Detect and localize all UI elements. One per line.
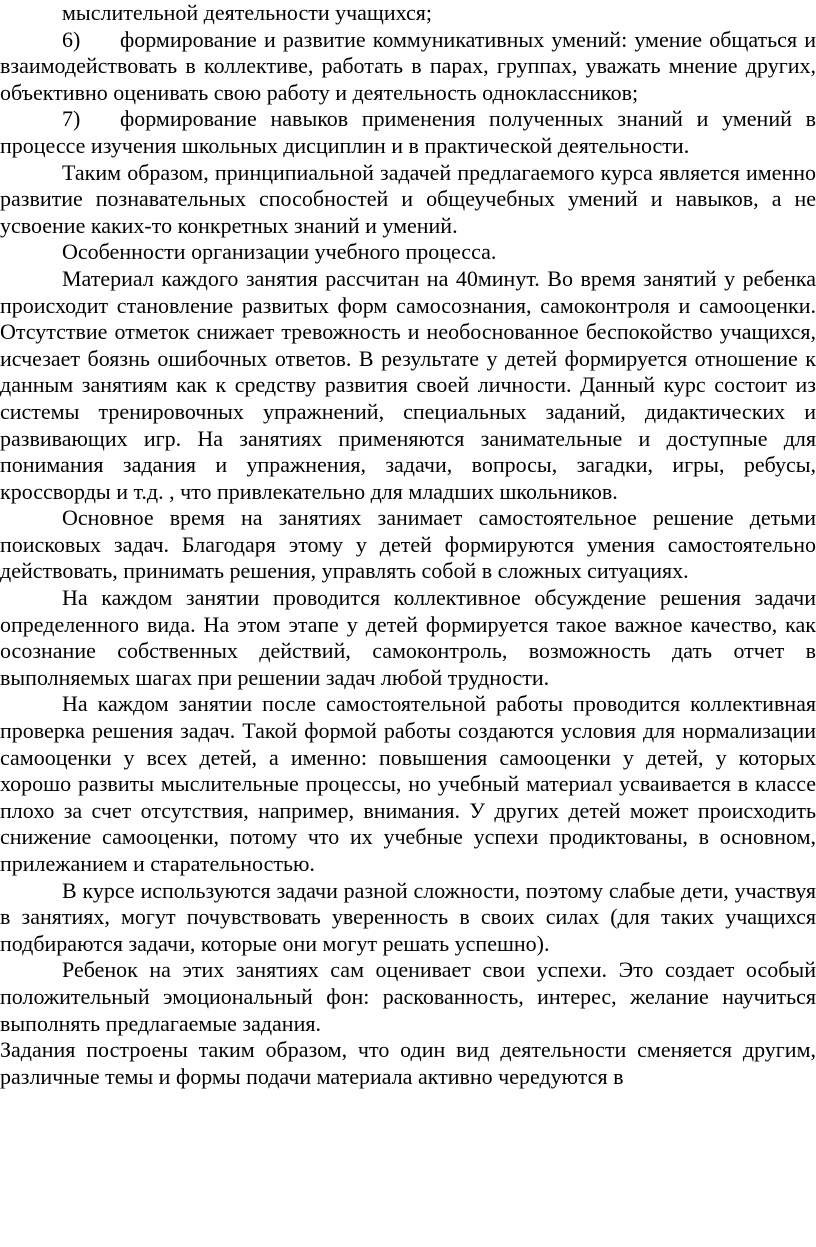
list-item-7 (0, 106, 816, 159)
list-text: формирование навыков применения полученных знаний и умений в процессе изучения школьных дисциплин и в практической деятельности. (0, 106, 816, 158)
paragraph-task-difficulty: В курсе используются задачи разной сложности, поэтому слабые дети, участвуя в занятиях, могут почувствовать уверенность в своих силах (для таких учащихся подбираются задачи, которые они могут решать успешно). (0, 877, 816, 956)
paragraph-main-task: Таким образом, принципиальной задачей предлагаемого курса является именно развитие познавательных способностей и общеучебных умений и навыков, а не усвоение каких-то конкретных знаний и умений. (0, 159, 816, 238)
paragraph-collective-check: На каждом занятии после самостоятельной работы проводится коллективная проверка решения задач. Такой формой работы создаются условия для нормализации самооценки у всех детей, а именно: повышения самооценки у детей, у которых хорошо развиты мыслительные процессы, но учебный материал усваивается в классе плохо за счет отсутствия, например, внимания. У других детей может происходить снижение самооценки, потому что их учебные успехи продиктованы, в основном, прилежанием и старательностью. (0, 691, 816, 876)
list-text: формирование и развитие коммуникативных умений: умение общаться и взаимодействовать в коллективе, работать в парах, группах, уважать мнение других, объективно оценивать свою работу и деятельность одноклассников; (0, 26, 816, 105)
paragraph-heading-organization: Особенности организации учебного процесса. (62, 239, 497, 265)
paragraph-lesson-material: Материал каждого занятия рассчитан на 40минут. Во время занятий у ребенка происходит становление развитых форм самосознания, самоконтроля и самооценки. Отсутствие отметок снижает тревожность и необоснованное беспокойство учащихся, исчезает боязнь ошибочных ответов. В результате у детей формируется отношение к данным занятиям как к средству развития своей личности. Данный курс состоит из системы тренировочных упражнений, специальных заданий, дидактических и развивающих игр. На занятиях применяются занимательные и доступные для понимания задания и упражнения, задачи, вопросы, загадки, игры, ребусы, кроссворды и т.д. , что привлекательно для младших школьников. (0, 265, 816, 504)
continuation-line: мыслительной деятельности учащихся; (62, 0, 433, 25)
list-number: 6) (62, 26, 81, 52)
paragraph-self-assessment: Ребенок на этих занятиях сам оценивает свои успехи. Это создает особый положительный эмоциональный фон: раскованность, интерес, желание научиться выполнять предлагаемые задания. (0, 957, 816, 1036)
list-item-6 (0, 27, 816, 107)
list-number: 7) (62, 106, 81, 132)
paragraph-final: Задания построены таким образом, что один вид деятельности сменяется другим, различные темы и формы подачи материала активно чередуются в (0, 1037, 816, 1089)
paragraph-collective-discussion: На каждом занятии проводится коллективное обсуждение решения задачи определенного вида. На этом этапе у детей формируется такое важное качество, как осознание собственных действий, самоконтроль, возможность дать отчет в выполняемых шагах при решении задач любой трудности. (0, 585, 816, 690)
paragraph-search-tasks: Основное время на занятиях занимает самостоятельное решение детьми поисковых задач. Благодаря этому у детей формируются умения самостоятельно действовать, принимать решения, управлять собой в сложных ситуациях. (0, 505, 816, 584)
